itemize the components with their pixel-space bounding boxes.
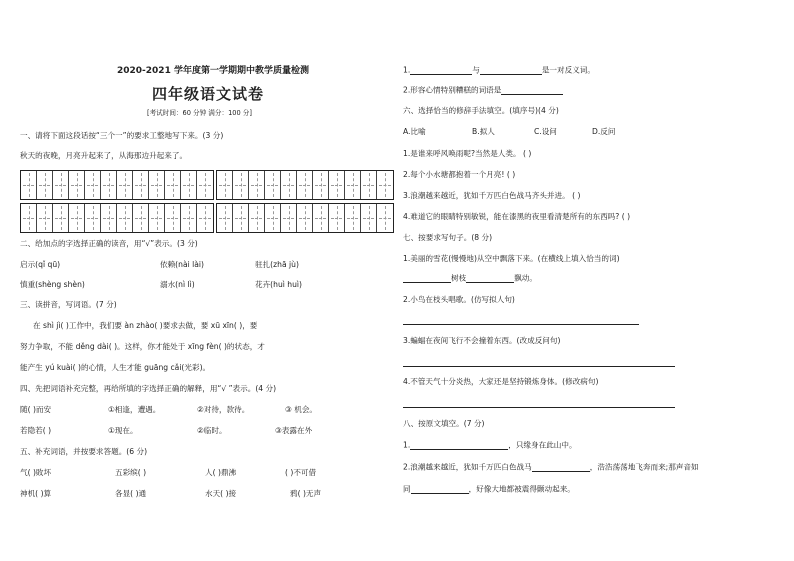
- q2-item: 溺水(nì lì): [160, 280, 195, 289]
- q5-item: 人( )鼎沸: [205, 468, 237, 477]
- answer-line[interactable]: [403, 407, 675, 408]
- q5-item: 五彩缤( ): [115, 468, 147, 477]
- q4-item: ③ 机会。: [285, 405, 318, 414]
- q4-item: ①现在。: [108, 426, 138, 435]
- q4-item: 若隐若( ): [20, 426, 52, 435]
- q5-item: 水天( )接: [205, 489, 237, 498]
- exam-meta: [考试时间：60 分钟 满分：100 分]: [147, 109, 252, 117]
- writing-grid-row-1: [20, 170, 394, 200]
- q6-item: 1.是谁来呼风唤雨呢?当然是人类。 ( ): [403, 149, 532, 158]
- q5-item: 气( )敗坏: [20, 468, 52, 477]
- q6-option: B.拟人: [472, 127, 495, 136]
- q5-item: 神机( )算: [20, 489, 52, 498]
- q7-fill-line: 树枝 飘动。: [403, 274, 537, 283]
- q2-item: 驻扎(zhā jù): [255, 260, 299, 269]
- q6-item: 2.每个小水塘都抱着一个月亮! ( ): [403, 170, 516, 179]
- q6-option: D.反问: [592, 127, 616, 136]
- q8-line: 同 ，好像大地都被震得颤动起来。: [403, 484, 575, 494]
- q3-line: 努力争取，不能 děng dài( )。这样，你才能处于 xīng fèn( )的状态，才: [20, 342, 265, 351]
- answer-line[interactable]: [403, 324, 639, 325]
- writing-grid-block: [216, 203, 394, 233]
- q2-item: 花卉(huì huì): [255, 280, 302, 289]
- answer-blank[interactable]: [411, 485, 469, 494]
- q4-item: ③表露在外: [275, 426, 313, 435]
- q4-item: ②对待，款待。: [197, 405, 250, 414]
- q6-option: A.比喻: [403, 127, 426, 136]
- q2-item: 启示(qǐ qū): [20, 260, 61, 269]
- q2-heading: 二、给加点的字选择正确的读音，用“√”表示。(3 分): [20, 239, 198, 248]
- q6-item: 3.浪潮越来越近，犹如千万匹白色战马齐头并进。 ( ): [403, 191, 581, 200]
- q2-item: 慎重(shèng shèn): [20, 280, 85, 289]
- q1-passage: 秋天的夜晚，月亮升起来了，从海那边升起来了。: [20, 151, 188, 160]
- q1-heading: 一、请将下面这段话按“三个一”的要求工整地写下来。(3 分): [20, 131, 224, 140]
- q8-heading: 八、按原文填空。(7 分): [403, 419, 485, 428]
- q4-item: ①相逢，遭遇。: [108, 405, 161, 414]
- q2-item: 依赖(nài lài): [160, 260, 204, 269]
- writing-grid-block: [20, 203, 214, 233]
- q3-heading: 三、读拼音，写词语。(7 分): [20, 300, 117, 309]
- answer-blank[interactable]: [466, 274, 514, 283]
- exam-title: 四年级语文试卷: [152, 85, 265, 103]
- writing-grid-block: [216, 170, 394, 200]
- answer-blank[interactable]: [403, 274, 451, 283]
- answer-blank[interactable]: [410, 441, 508, 450]
- r2-line: 2.形容心情特别糟糕的词语是: [403, 86, 563, 95]
- q6-heading: 六、选择恰当的修辞手法填空。(填序号)(4 分): [403, 106, 559, 115]
- q4-item: 随( )而安: [20, 405, 52, 414]
- q6-option: C.设问: [534, 127, 557, 136]
- q7-item: 2.小鸟在枝头唱歌。(仿写拟人句): [403, 295, 515, 304]
- q3-line: 在 shì jì( )工作中，我们要 àn zhào( )要求去做，要 xū xīn( )，要: [33, 321, 258, 330]
- writing-grid-block: [20, 170, 214, 200]
- writing-grid-row-2: [20, 203, 394, 233]
- q5-item: 各显( )通: [115, 489, 147, 498]
- answer-blank[interactable]: [480, 66, 542, 75]
- exam-subtitle: 2020-2021 学年度第一学期期中教学质量检测: [117, 66, 309, 76]
- q6-item: 4.难道它的眼睛特别敏锐，能在漆黑的夜里看清楚所有的东西吗? ( ): [403, 212, 631, 221]
- q3-line: 能产生 yú kuài( )的心情，人生才能 guāng cǎi(光彩)。: [20, 363, 211, 372]
- r1-antonym: 1. 与 是一对反义词。: [403, 65, 595, 75]
- q7-item: 3.蝙蝠在夜间飞行不会撞着东西。(改成反问句): [403, 336, 561, 345]
- q7-heading: 七、按要求写句子。(8 分): [403, 233, 493, 242]
- q7-item: 1.美丽的雪花(慢慢地)从空中飘落下来。(在横线上填入恰当的词): [403, 254, 620, 263]
- answer-blank[interactable]: [501, 86, 563, 95]
- q7-item: 4.不管天气十分炎热，大家还是坚持锻炼身体。(修改病句): [403, 377, 599, 386]
- q5-item: 鸦( )无声: [290, 489, 322, 498]
- answer-blank[interactable]: [410, 66, 472, 75]
- q5-heading: 五、补充词语，并按要求答题。(6 分): [20, 447, 148, 456]
- q8-line: 2.浪潮越来越近，犹如千万匹白色战马 ，浩浩荡荡地飞奔而来;那声音如: [403, 462, 699, 472]
- q4-heading: 四、先把词语补充完整，再给所填的字选择正确的解释，用“√ ”表示。(4 分): [20, 384, 277, 393]
- answer-blank[interactable]: [532, 463, 590, 472]
- q4-item: ②临时。: [197, 426, 227, 435]
- q5-item: ( )不可借: [285, 468, 317, 477]
- answer-line[interactable]: [403, 366, 675, 367]
- q8-line: 1. ，只缘身在此山中。: [403, 440, 577, 450]
